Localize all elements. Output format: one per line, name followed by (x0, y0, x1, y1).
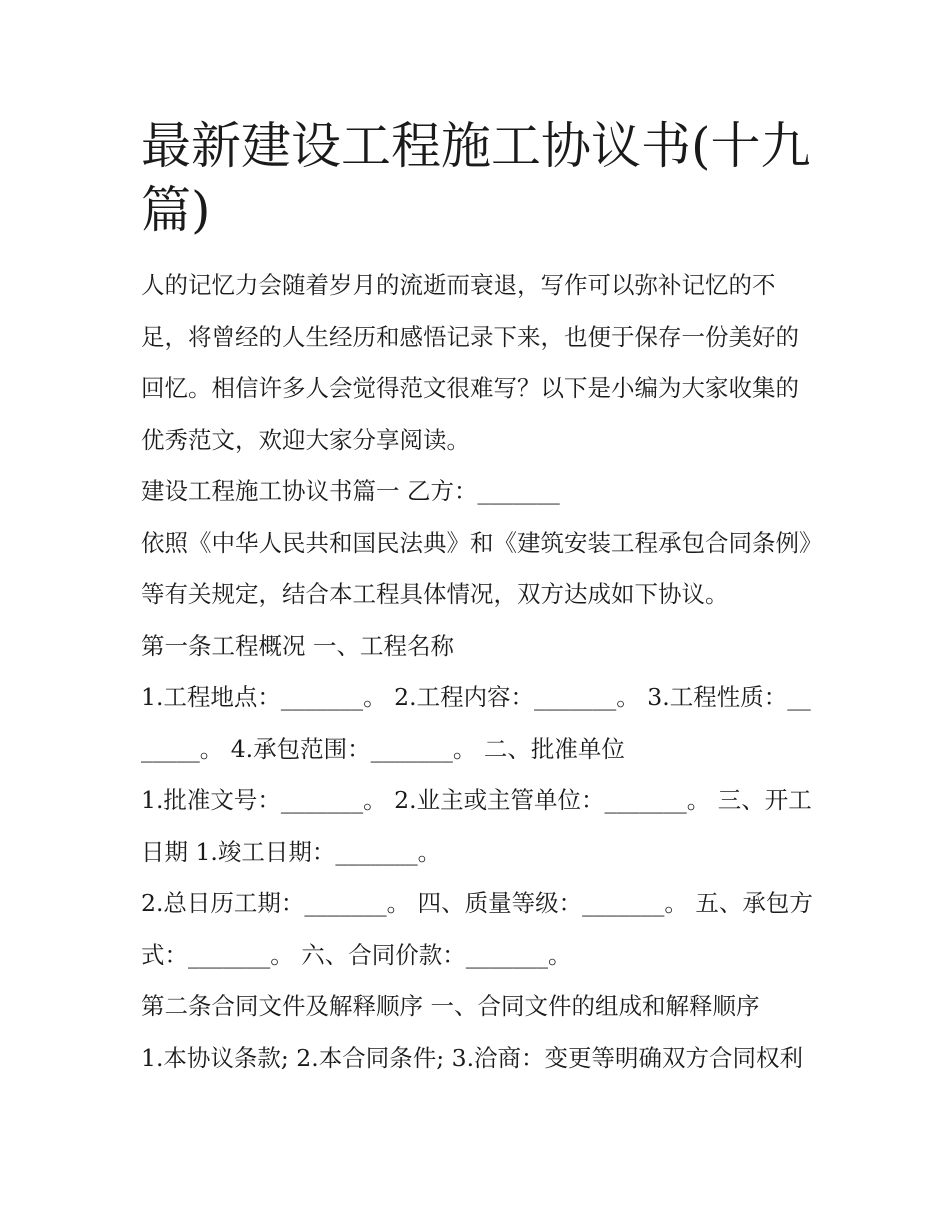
approval-paragraph: 1.批准文号：_______。 2.业主或主管单位：_______。 三、开工日期 1.竣工日期：_______。 (141, 786, 812, 866)
intro-paragraph: 人的记忆力会随着岁月的流逝而衰退，写作可以弥补记忆的不足，将曾经的人生经历和感悟记录下来，也便于保存一份美好的回忆。相信许多人会觉得范文很难写？以下是小编为大家收集的优秀范文，欢迎大家分享阅读。 (141, 271, 799, 454)
project-details-paragraph: 1.工程地点：_______。 2.工程内容：_______。 3.工程性质：_______。 4.承包范围：_______。 二、批准单位 (141, 683, 811, 763)
article-one-heading: 第一条工程概况 一、工程名称 (141, 631, 454, 660)
document-title: 最新建设工程施工协议书(十九篇) (141, 117, 811, 239)
schedule-quality-paragraph: 2.总日历工期：_______。 四、质量等级：_______。 五、承包方式：_______。 六、合同价款：_______。 (141, 889, 813, 969)
legal-basis-paragraph: 依照《中华人民共和国民法典》和《建筑安装工程承包合同条例》等有关规定，结合本工程具体情况，双方达成如下协议。 (141, 528, 811, 608)
article-two-heading: 第二条合同文件及解释顺序 一、合同文件的组成和解释顺序 (141, 992, 760, 1020)
section-heading-part-one: 建设工程施工协议书篇一 乙方：_______ (141, 477, 560, 505)
document-page (141, 114, 813, 1084)
contract-docs-paragraph: 1.本协议条款; 2.本合同条件; 3.洽商：变更等明确双方合同权利 (141, 1043, 804, 1072)
